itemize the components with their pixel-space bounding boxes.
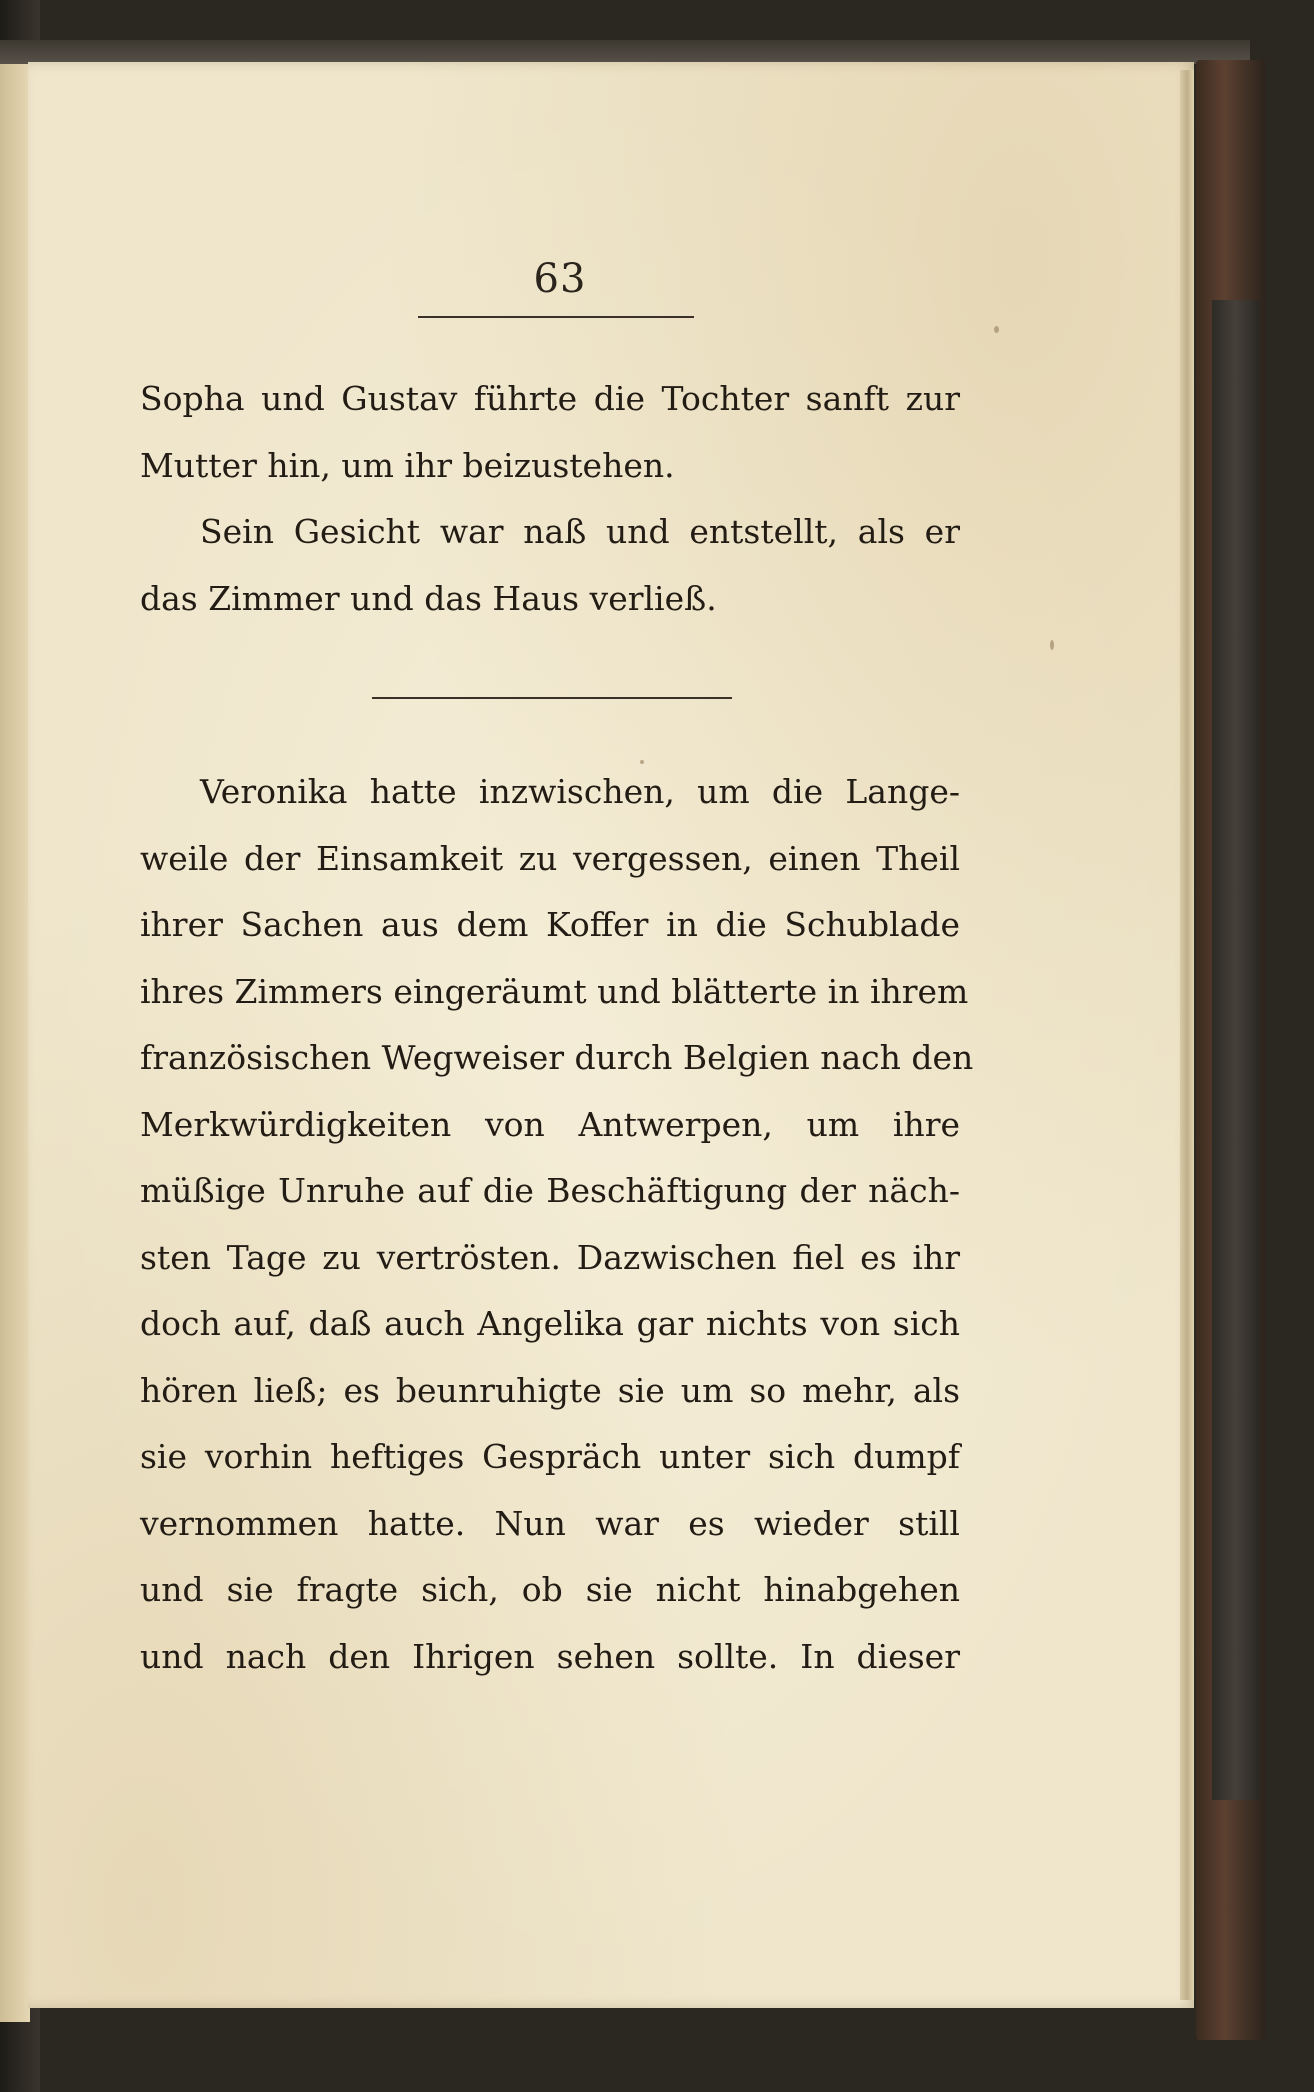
text-line: sten Tage zu vertrösten. Dazwischen fiel es ihr [140,1237,960,1277]
previous-page-edge [0,62,30,2022]
text-line: doch auf, daß auch Angelika gar nichts von sich [140,1304,960,1343]
page-fore-edge [1180,70,1194,2000]
text-line: ihrer Sachen aus dem Koffer in die Schublade [140,905,960,944]
text-line: und nach den Ihrigen sehen sollte. In dieser [140,1636,960,1676]
text-block-main [140,759,974,1690]
header-rule [418,316,694,318]
text-line: das Zimmer und das Haus verließ. [140,578,717,618]
text-line: Merkwürdigkeiten von Antwerpen, um ihre [140,1104,960,1144]
text-line: weile der Einsamkeit zu vergessen, einen Theil [140,838,960,878]
text-line: Mutter hin, um ihr beizustehen. [140,445,675,485]
cover-spine-band [1212,300,1260,1800]
text-line: hören ließ; es beunruhigte sie um so mehr, als [140,1370,960,1410]
text-line: vernommen hatte. Nun war es wieder still [140,1503,960,1543]
text-line: französischen Wegweiser durch Belgien nach den [140,1038,974,1077]
text-line: müßige Unruhe auf die Beschäftigung der näch- [140,1171,960,1210]
text-block-top [140,366,960,632]
text-line: Sopha und Gustav führte die Tochter sanft zur [140,379,960,418]
text-line: sie vorhin heftiges Gespräch unter sich dumpf [140,1437,960,1476]
section-divider [372,697,732,699]
text-line: ihres Zimmers eingeräumt und blätterte in ihrem [140,971,969,1011]
text-line: Veronika hatte inzwischen, um die Lange- [200,772,960,811]
text-line: und sie fragte sich, ob sie nicht hinabgehen [140,1570,960,1609]
paper-speck [994,326,999,333]
cover-top-edge [0,40,1250,64]
paper-speck [1050,640,1054,650]
page-number: 63 [533,256,587,302]
text-line: Sein Gesicht war naß und entstellt, als er [200,512,960,551]
